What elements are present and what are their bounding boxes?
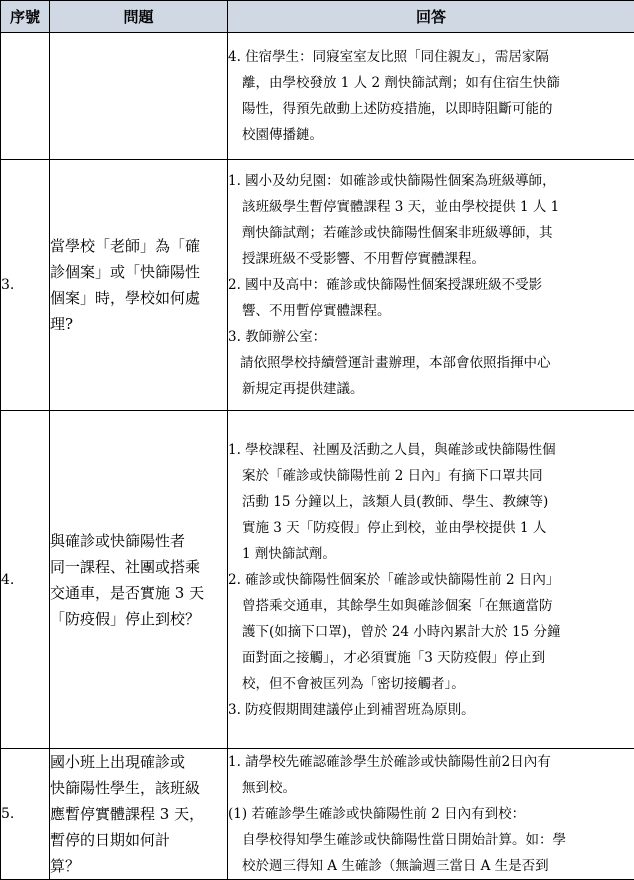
question-line: 診個案」或「快篩陽性 (50, 259, 227, 285)
answer-line: 新規定再提供建議。 (228, 376, 634, 402)
answer-line: 1. 國小及幼兒園：如確診或快篩陽性個案為班級導師， (228, 168, 634, 194)
row-number: 3. (1, 160, 50, 411)
answer-line: 離，由學校發放 1 人 2 劑快篩試劑；如有住宿生快篩 (228, 70, 634, 96)
answer-line: 4. 住宿學生：同寢室室友比照「同住親友」，需居家隔 (228, 44, 634, 70)
answer-line: 曾搭乘交通車，其餘學生如與確診個案「在無適當防 (228, 593, 634, 619)
row-number: 5. (1, 749, 50, 880)
table-row (1, 33, 634, 160)
answer-line: 護下(如摘下口罩)，曾於 24 小時內累計大於 15 分鐘 (228, 619, 634, 645)
question-cell (50, 411, 228, 749)
question-cell (50, 33, 228, 160)
question-line: 理? (50, 311, 227, 337)
question-line: 「防疫假」停止到校？ (50, 606, 227, 632)
table-row (1, 749, 634, 880)
table-row (1, 411, 634, 749)
question-line: 算？ (50, 853, 227, 879)
question-line: 快篩陽性學生，該班級 (50, 775, 227, 801)
answer-line: 陽性，得預先啟動上述防疫措施，以即時阻斷可能的 (228, 96, 634, 122)
question-line: 交通車，是否實施 3 天 (50, 580, 227, 606)
header-question: 問題 (50, 1, 228, 33)
header-answer: 回答 (228, 1, 634, 33)
answer-line: 校，但不會被匡列為「密切接觸者」。 (228, 671, 634, 697)
answer-line: 2. 確診或快篩陽性個案於「確診或快篩陽性前 2 日內」 (228, 567, 634, 593)
question-line: 當學校「老師」為「確 (50, 233, 227, 259)
answer-line: 校園傳播鏈。 (228, 122, 634, 148)
answer-line: 響、不用暫停實體課程。 (228, 298, 634, 324)
answer-line: 面對面之接觸」，才必須實施「3 天防疫假」停止到 (228, 645, 634, 671)
answer-line: 該班級學生暫停實體課程 3 天，並由學校提供 1 人 1 (228, 194, 634, 220)
question-cell (50, 749, 228, 880)
answer-line: (1) 若確診學生確診或快篩陽性前 2 日內有到校： (228, 801, 634, 827)
question-line: 同一課程、社團或搭乘 (50, 554, 227, 580)
answer-line: 自學校得知學生確診或快篩陽性當日開始計算。如：學 (228, 827, 634, 853)
answer-line: 1. 請學校先確認確診學生於確診或快篩陽性前2日內有 (228, 749, 634, 775)
answer-line: 實施 3 天「防疫假」停止到校，並由學校提供 1 人 (228, 515, 634, 541)
question-cell (50, 160, 228, 411)
question-line: 暫停的日期如何計 (50, 827, 227, 853)
answer-line: 授課班級不受影響、不用暫停實體課程。 (228, 246, 634, 272)
answer-line: 校於週三得知 A 生確診（無論週三當日 A 生是否到 (228, 853, 634, 879)
answer-line: 案於「確診或快篩陽性前 2 日內」有摘下口罩共同 (228, 463, 634, 489)
answer-line: 3. 教師辦公室： (228, 324, 634, 350)
question-line: 個案」時，學校如何處 (50, 285, 227, 311)
question-line: 應暫停實體課程 3 天， (50, 801, 227, 827)
answer-line: 請依照學校持續營運計畫辦理，本部會依照指揮中心 (228, 350, 634, 376)
answer-line: 1 劑快篩試劑。 (228, 541, 634, 567)
answer-line: 活動 15 分鐘以上，該類人員(教師、學生、教練等) (228, 489, 634, 515)
answer-line: 2. 國中及高中：確診或快篩陽性個案授課班級不受影 (228, 272, 634, 298)
row-number (1, 33, 50, 160)
answer-cell (228, 749, 634, 880)
answer-line: 無到校。 (228, 775, 634, 801)
answer-cell (228, 160, 634, 411)
header-row (1, 1, 634, 33)
answer-cell (228, 33, 634, 160)
answer-line: 劑快篩試劑；若確診或快篩陽性個案非班級導師，其 (228, 220, 634, 246)
answer-cell (228, 411, 634, 749)
answer-line: 1. 學校課程、社團及活動之人員，與確診或快篩陽性個 (228, 437, 634, 463)
row-number: 4. (1, 411, 50, 749)
question-line: 國小班上出現確診或 (50, 749, 227, 775)
table-row (1, 160, 634, 411)
question-line: 與確診或快篩陽性者 (50, 528, 227, 554)
answer-line: 3. 防疫假期間建議停止到補習班為原則。 (228, 697, 634, 723)
header-no: 序號 (1, 1, 50, 33)
